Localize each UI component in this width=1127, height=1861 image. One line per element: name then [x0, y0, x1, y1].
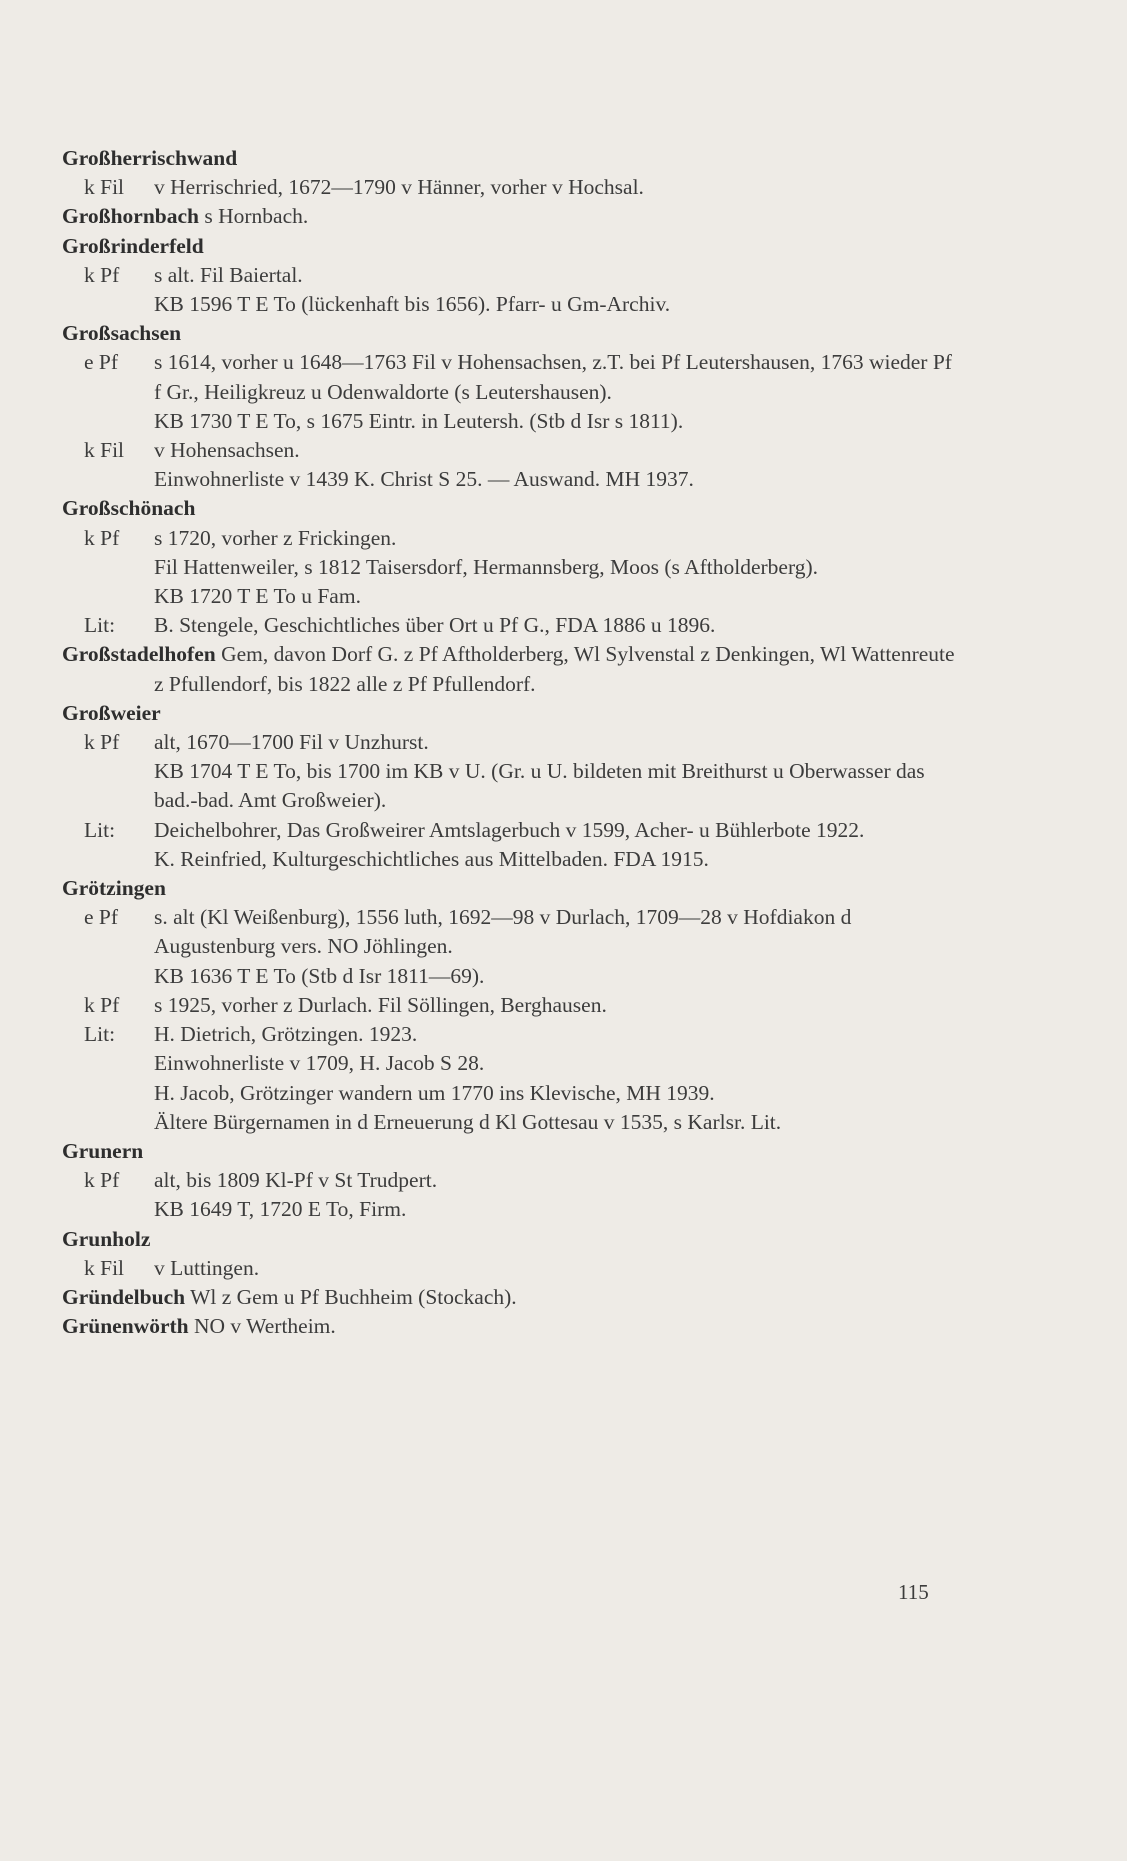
entry [62, 202, 962, 231]
entry-label [62, 553, 154, 582]
entry-line [62, 582, 962, 611]
entry-line [62, 962, 962, 991]
entry-text: Ältere Bürgernamen in d Erneuerung d Kl Gottesau v 1535, s Karlsr. Lit. [154, 1109, 782, 1134]
entry-text: alt, 1670—1700 Fil v Unzhurst. [154, 730, 429, 755]
entry-heading: Gründelbuch [62, 1284, 186, 1309]
entry-line [62, 261, 962, 290]
entry-text: Deichelbohrer, Das Großweirer Amtslagerbuch v 1599, Acher- u Bühlerbote 1922. [154, 817, 865, 842]
entry-heading: Großweier [62, 700, 161, 725]
entry-text: KB 1636 T E To (Stb d Isr 1811—69). [154, 963, 485, 988]
entry-text: s. alt (Kl Weißenburg), 1556 luth, 1692—98 v Durlach, 1709—28 v Hofdiakon d Augustenburg vers. NO Jöhlingen. [154, 905, 852, 959]
entry-heading: Grunholz [62, 1226, 151, 1251]
entry [62, 1283, 962, 1312]
entry-heading: Großrinderfeld [62, 233, 204, 258]
entry-heading: Großschönach [62, 496, 196, 521]
entry-text: Fil Hattenweiler, s 1812 Taisersdorf, Hermannsberg, Moos (s Aftholderberg). [154, 554, 819, 579]
entry-text: s Hornbach. [204, 204, 309, 229]
entry-line [62, 465, 962, 494]
entry-inline [62, 1312, 962, 1341]
entry-text: Gem, davon Dorf G. z Pf Aftholderberg, Wl Sylvenstal z Denkingen, Wl Wattenreute z Pfullendorf, bis 1822 alle z Pf Pfullendorf. [154, 642, 955, 696]
entry [62, 144, 962, 202]
entry-label [62, 1108, 154, 1137]
entry-text: KB 1596 T E To (lückenhaft bis 1656). Pfarr- u Gm-Archiv. [154, 292, 671, 317]
entry-text: v Hohensachsen. [154, 438, 300, 463]
entry-line [62, 348, 962, 406]
entry-heading: Großherrischwand [62, 146, 238, 170]
entry-text: KB 1720 T E To u Fam. [154, 584, 361, 609]
entry-line [62, 611, 962, 640]
entry-line [62, 524, 962, 553]
entry [62, 699, 962, 874]
entry-text: B. Stengele, Geschichtliches über Ort u Pf G., FDA 1886 u 1896. [154, 613, 716, 638]
entry-heading: Grötzingen [62, 876, 166, 901]
entry-line [62, 991, 962, 1020]
entry-label: Lit: [84, 817, 116, 842]
entry [62, 494, 962, 640]
entry-line [62, 816, 962, 845]
entry-text: KB 1730 T E To, s 1675 Eintr. in Leutersh. (Stb d Isr s 1811). [154, 408, 684, 433]
entry-text: s 1720, vorher z Frickingen. [154, 525, 397, 550]
entry-text: NO v Wertheim. [194, 1314, 336, 1339]
entry-heading: Großhornbach [62, 204, 199, 229]
entry-text: H. Jacob, Grötzinger wandern um 1770 ins Klevische, MH 1939. [154, 1080, 715, 1105]
entry-text: alt, bis 1809 Kl-Pf v St Trudpert. [154, 1168, 438, 1193]
entry-text: Einwohnerliste v 1439 K. Christ S 25. — Auswand. MH 1937. [154, 467, 694, 492]
entry-label [62, 962, 154, 991]
entry-text: v Herrischried, 1672—1790 v Hänner, vorher v Hochsal. [154, 175, 644, 200]
entry-label: k Fil [84, 1255, 125, 1280]
gazetteer-entries [62, 144, 962, 1341]
entry [62, 232, 962, 320]
entry [62, 1225, 962, 1283]
entry-inline [62, 1283, 962, 1312]
entry [62, 874, 962, 1137]
entry-text: H. Dietrich, Grötzingen. 1923. [154, 1022, 418, 1047]
entry-label [62, 582, 154, 611]
entry-heading: Großstadelhofen [62, 642, 216, 667]
entry-text: Wl z Gem u Pf Buchheim (Stockach). [190, 1284, 517, 1309]
page-number: 115 [898, 1580, 929, 1604]
entry-label [62, 407, 154, 436]
entry-label: k Pf [84, 992, 120, 1017]
entry-heading: Grünenwörth [62, 1314, 189, 1339]
entry-line [62, 845, 962, 874]
entry-label: k Fil [84, 175, 125, 200]
entry-text: KB 1704 T E To, bis 1700 im KB v U. (Gr. u U. bildeten mit Breithurst u Oberwasser das bad.-bad. Amt Großweier). [154, 759, 925, 813]
entry-label [62, 1049, 154, 1078]
entry-label: e Pf [84, 905, 119, 930]
entry-label: k Pf [84, 1168, 120, 1193]
entry-line [62, 1108, 962, 1137]
entry-line [62, 1254, 962, 1283]
entry-line [62, 290, 962, 319]
entry-text: s 1925, vorher z Durlach. Fil Söllingen, Berghausen. [154, 992, 607, 1017]
entry [62, 640, 962, 698]
entry-line [62, 757, 962, 815]
entry-line [62, 1079, 962, 1108]
entry-label [62, 757, 154, 815]
entry-heading: Großsachsen [62, 321, 182, 346]
entry-label [62, 465, 154, 494]
entry-text: K. Reinfried, Kulturgeschichtliches aus Mittelbaden. FDA 1915. [154, 846, 709, 871]
entry-line [62, 436, 962, 465]
entry-label: k Fil [84, 438, 125, 463]
entry-line [62, 1195, 962, 1224]
entry-text: Einwohnerliste v 1709, H. Jacob S 28. [154, 1051, 485, 1076]
entry-text: s 1614, vorher u 1648—1763 Fil v Hohensachsen, z.T. bei Pf Leutershausen, 1763 wieder Pf f Gr., Heiligkreuz u Odenwaldorte (s Leutershausen). [154, 350, 952, 404]
entry-line [62, 1049, 962, 1078]
entry-line [62, 1166, 962, 1195]
entry-text: KB 1649 T, 1720 E To, Firm. [154, 1197, 407, 1222]
entry-heading: Grunern [62, 1138, 144, 1163]
entry-inline [62, 640, 962, 698]
entry-line [62, 903, 962, 961]
entry-label: e Pf [84, 350, 119, 375]
entry-label [62, 845, 154, 874]
entry-text: s alt. Fil Baiertal. [154, 262, 303, 287]
entry-inline [62, 202, 962, 231]
entry-label: Lit: [84, 613, 116, 638]
entry-label [62, 1195, 154, 1224]
entry [62, 319, 962, 494]
entry-label: k Pf [84, 525, 120, 550]
entry-label [62, 1079, 154, 1108]
entry-line [62, 1020, 962, 1049]
entry-line [62, 728, 962, 757]
entry [62, 1137, 962, 1225]
entry [62, 1312, 962, 1341]
entry-text: v Luttingen. [154, 1255, 260, 1280]
entry-label: k Pf [84, 730, 120, 755]
entry-line [62, 173, 962, 202]
entry-label [62, 290, 154, 319]
entry-line [62, 553, 962, 582]
entry-line [62, 407, 962, 436]
entry-label: k Pf [84, 262, 120, 287]
entry-label: Lit: [84, 1022, 116, 1047]
